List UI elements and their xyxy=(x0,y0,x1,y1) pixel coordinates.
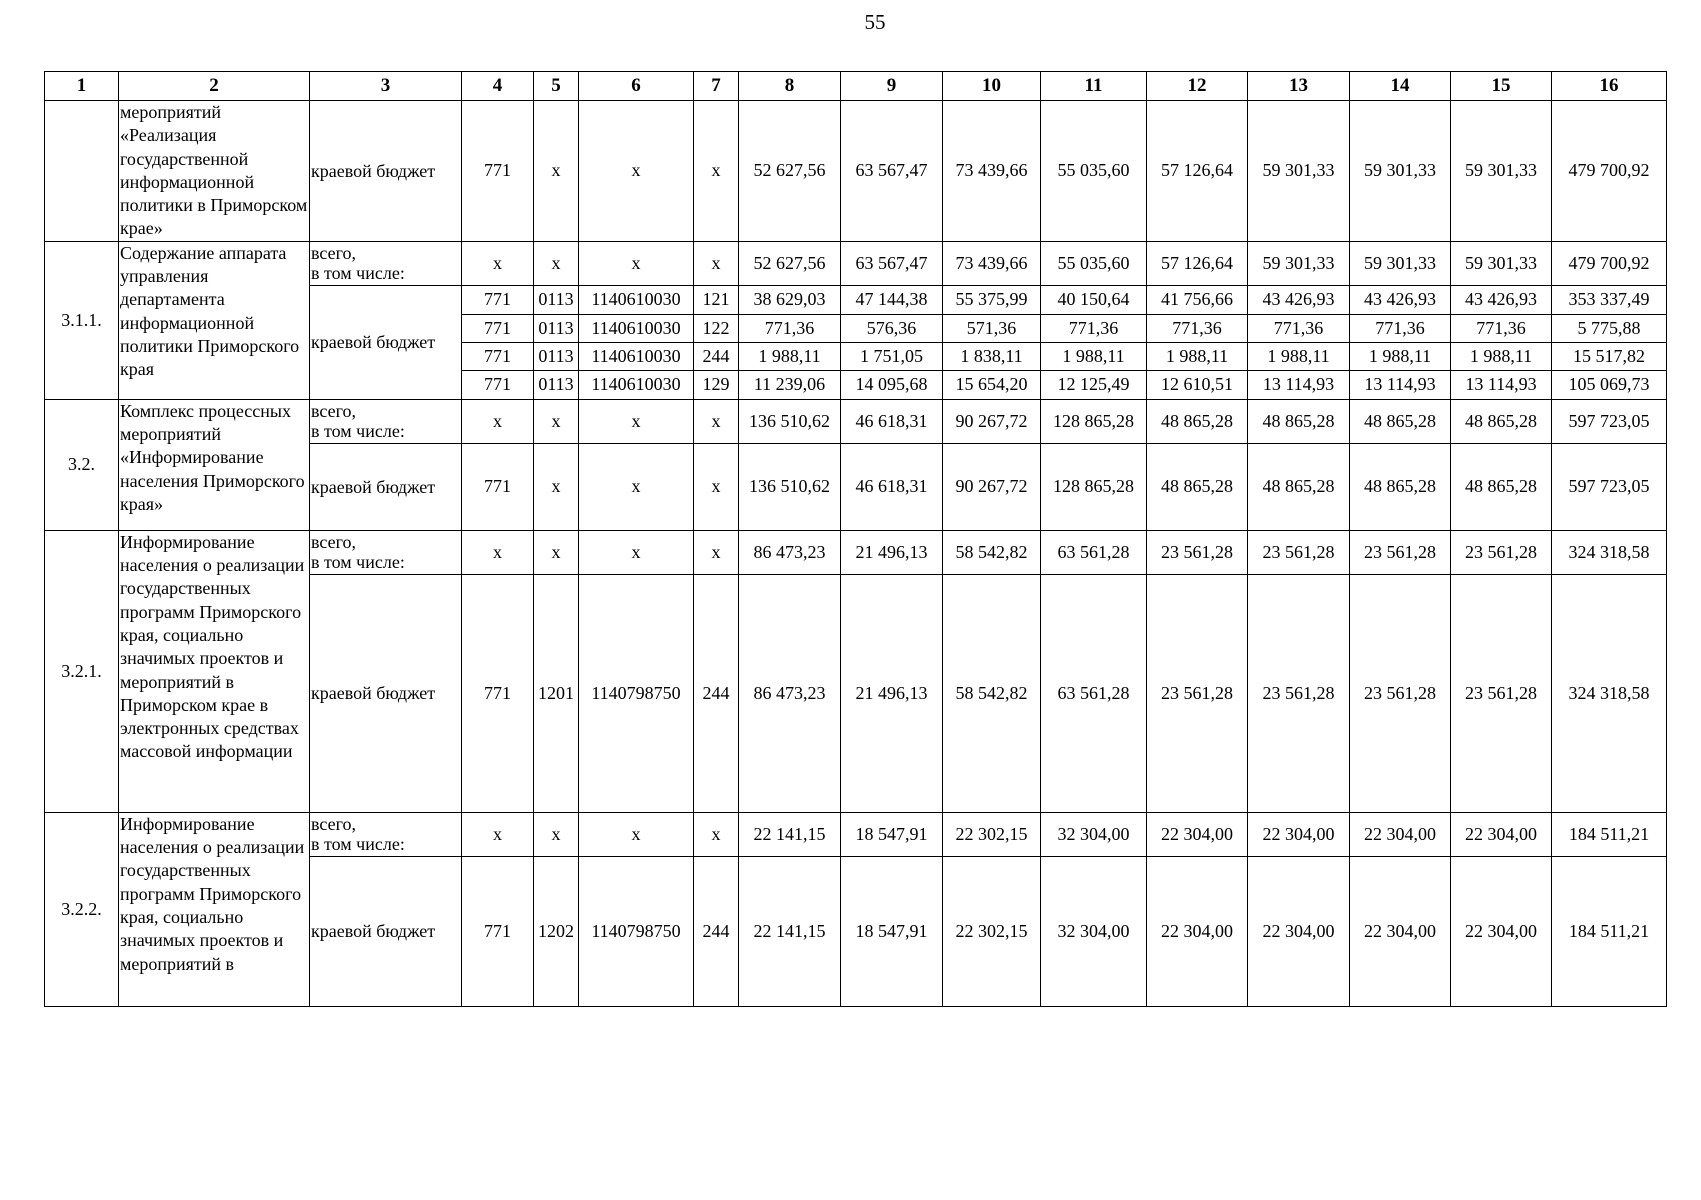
amount-cell: 22 304,00 xyxy=(1350,812,1451,856)
item-code: 3.1.1. xyxy=(45,241,119,399)
column-number: 14 xyxy=(1350,72,1451,101)
item-name: Информирование населения о реализации государственных программ Приморского края, социально значимых проектов и мероприятий в xyxy=(119,812,310,1006)
amount-cell: 23 561,28 xyxy=(1248,574,1350,812)
amount-cell: 41 756,66 xyxy=(1147,285,1248,314)
amount-cell: 576,36 xyxy=(841,314,943,342)
kbk-target: 1140610030 xyxy=(579,314,694,342)
amount-cell: 86 473,23 xyxy=(739,530,841,574)
amount-cell: 105 069,73 xyxy=(1552,370,1667,399)
amount-cell: 571,36 xyxy=(943,314,1041,342)
amount-cell: 353 337,49 xyxy=(1552,285,1667,314)
amount-cell: 18 547,91 xyxy=(841,856,943,1006)
amount-cell: 128 865,28 xyxy=(1041,399,1147,443)
amount-cell: 597 723,05 xyxy=(1552,443,1667,530)
kbk-section: х xyxy=(534,443,579,530)
amount-cell: 63 567,47 xyxy=(841,101,943,242)
amount-cell: 48 865,28 xyxy=(1451,399,1552,443)
header-row xyxy=(45,72,1667,101)
kbk-target: х xyxy=(579,101,694,242)
column-number: 13 xyxy=(1248,72,1350,101)
amount-cell: 13 114,93 xyxy=(1451,370,1552,399)
kbk-section: х xyxy=(534,812,579,856)
amount-cell: 23 561,28 xyxy=(1147,530,1248,574)
amount-cell: 59 301,33 xyxy=(1451,241,1552,285)
amount-cell: 22 304,00 xyxy=(1147,812,1248,856)
table-row xyxy=(45,241,1667,285)
kbk-expense-type: 122 xyxy=(694,314,739,342)
amount-cell: 38 629,03 xyxy=(739,285,841,314)
column-number: 16 xyxy=(1552,72,1667,101)
kbk-grbs: 771 xyxy=(462,574,534,812)
amount-cell: 128 865,28 xyxy=(1041,443,1147,530)
item-code: 3.2.1. xyxy=(45,530,119,812)
amount-cell: 22 304,00 xyxy=(1451,812,1552,856)
kbk-target: 1140610030 xyxy=(579,285,694,314)
amount-cell: 771,36 xyxy=(1350,314,1451,342)
column-number: 11 xyxy=(1041,72,1147,101)
kbk-grbs: 771 xyxy=(462,285,534,314)
funding-source: краевой бюджет xyxy=(310,443,462,530)
page-number: 55 xyxy=(864,10,886,34)
kbk-section: 1202 xyxy=(534,856,579,1006)
amount-cell: 43 426,93 xyxy=(1350,285,1451,314)
amount-cell: 5 775,88 xyxy=(1552,314,1667,342)
funding-source: краевой бюджет xyxy=(310,101,462,242)
amount-cell: 13 114,93 xyxy=(1350,370,1451,399)
amount-cell: 23 561,28 xyxy=(1248,530,1350,574)
column-number: 8 xyxy=(739,72,841,101)
amount-cell: 23 561,28 xyxy=(1147,574,1248,812)
kbk-grbs: х xyxy=(462,530,534,574)
amount-cell: 59 301,33 xyxy=(1248,241,1350,285)
column-number: 12 xyxy=(1147,72,1248,101)
column-number: 2 xyxy=(119,72,310,101)
amount-cell: 32 304,00 xyxy=(1041,856,1147,1006)
amount-cell: 771,36 xyxy=(1451,314,1552,342)
kbk-expense-type: х xyxy=(694,443,739,530)
table-row xyxy=(45,812,1667,856)
kbk-target: х xyxy=(579,399,694,443)
amount-cell: 22 302,15 xyxy=(943,856,1041,1006)
item-code xyxy=(45,101,119,242)
amount-cell: 52 627,56 xyxy=(739,101,841,242)
amount-cell: 57 126,64 xyxy=(1147,241,1248,285)
amount-cell: 22 141,15 xyxy=(739,812,841,856)
amount-cell: 324 318,58 xyxy=(1552,574,1667,812)
kbk-expense-type: х xyxy=(694,812,739,856)
amount-cell: 32 304,00 xyxy=(1041,812,1147,856)
column-number: 3 xyxy=(310,72,462,101)
amount-cell: 22 304,00 xyxy=(1147,856,1248,1006)
amount-cell: 90 267,72 xyxy=(943,399,1041,443)
amount-cell: 55 375,99 xyxy=(943,285,1041,314)
column-number: 7 xyxy=(694,72,739,101)
kbk-expense-type: х xyxy=(694,241,739,285)
amount-cell: 55 035,60 xyxy=(1041,101,1147,242)
amount-cell: 52 627,56 xyxy=(739,241,841,285)
amount-cell: 63 561,28 xyxy=(1041,574,1147,812)
kbk-expense-type: 244 xyxy=(694,856,739,1006)
kbk-grbs: х xyxy=(462,399,534,443)
amount-cell: 21 496,13 xyxy=(841,574,943,812)
amount-cell: 48 865,28 xyxy=(1451,443,1552,530)
amount-cell: 22 302,15 xyxy=(943,812,1041,856)
amount-cell: 59 301,33 xyxy=(1350,101,1451,242)
column-number: 5 xyxy=(534,72,579,101)
amount-cell: 40 150,64 xyxy=(1041,285,1147,314)
amount-cell: 1 988,11 xyxy=(1350,342,1451,370)
column-number: 15 xyxy=(1451,72,1552,101)
amount-cell: 1 988,11 xyxy=(1248,342,1350,370)
table-row xyxy=(45,399,1667,443)
item-name: Информирование населения о реализации государственных программ Приморского края, социально значимых проектов и мероприятий в Приморском крае в электронных средствах массовой информации xyxy=(119,530,310,812)
amount-cell: 771,36 xyxy=(1041,314,1147,342)
amount-cell: 15 654,20 xyxy=(943,370,1041,399)
funding-source: краевой бюджет xyxy=(310,856,462,1006)
kbk-grbs: 771 xyxy=(462,856,534,1006)
kbk-grbs: 771 xyxy=(462,342,534,370)
amount-cell: 86 473,23 xyxy=(739,574,841,812)
kbk-target: х xyxy=(579,443,694,530)
amount-cell: 13 114,93 xyxy=(1248,370,1350,399)
amount-cell: 22 141,15 xyxy=(739,856,841,1006)
amount-cell: 1 751,05 xyxy=(841,342,943,370)
amount-cell: 23 561,28 xyxy=(1350,530,1451,574)
item-name: мероприятий «Реализация государственной информационной политики в Приморском крае» xyxy=(119,101,310,242)
amount-cell: 73 439,66 xyxy=(943,241,1041,285)
amount-cell: 63 561,28 xyxy=(1041,530,1147,574)
amount-cell: 771,36 xyxy=(1248,314,1350,342)
column-number: 6 xyxy=(579,72,694,101)
amount-cell: 22 304,00 xyxy=(1451,856,1552,1006)
table-row xyxy=(45,530,1667,574)
amount-cell: 48 865,28 xyxy=(1147,443,1248,530)
kbk-expense-type: 244 xyxy=(694,342,739,370)
kbk-target: 1140610030 xyxy=(579,342,694,370)
kbk-target: 1140798750 xyxy=(579,856,694,1006)
amount-cell: 771,36 xyxy=(739,314,841,342)
kbk-section: 0113 xyxy=(534,342,579,370)
table-row xyxy=(45,101,1667,242)
amount-cell: 59 301,33 xyxy=(1248,101,1350,242)
amount-cell: 14 095,68 xyxy=(841,370,943,399)
amount-cell: 597 723,05 xyxy=(1552,399,1667,443)
amount-cell: 43 426,93 xyxy=(1451,285,1552,314)
amount-cell: 136 510,62 xyxy=(739,443,841,530)
kbk-section: х xyxy=(534,101,579,242)
kbk-expense-type: х xyxy=(694,399,739,443)
kbk-expense-type: 129 xyxy=(694,370,739,399)
kbk-grbs: 771 xyxy=(462,370,534,399)
kbk-section: х xyxy=(534,530,579,574)
amount-cell: 23 561,28 xyxy=(1350,574,1451,812)
budget-table xyxy=(44,71,1667,1007)
amount-cell: 479 700,92 xyxy=(1552,241,1667,285)
kbk-target: 1140610030 xyxy=(579,370,694,399)
amount-cell: 48 865,28 xyxy=(1147,399,1248,443)
kbk-target: 1140798750 xyxy=(579,574,694,812)
amount-cell: 46 618,31 xyxy=(841,443,943,530)
amount-cell: 184 511,21 xyxy=(1552,812,1667,856)
amount-cell: 479 700,92 xyxy=(1552,101,1667,242)
amount-cell: 43 426,93 xyxy=(1248,285,1350,314)
amount-cell: 1 988,11 xyxy=(1147,342,1248,370)
amount-cell: 55 035,60 xyxy=(1041,241,1147,285)
item-name: Содержание аппарата управления департамента информационной политики Приморского края xyxy=(119,241,310,399)
amount-cell: 73 439,66 xyxy=(943,101,1041,242)
amount-cell: 48 865,28 xyxy=(1350,443,1451,530)
kbk-target: х xyxy=(579,812,694,856)
amount-cell: 48 865,28 xyxy=(1248,399,1350,443)
kbk-grbs: 771 xyxy=(462,101,534,242)
amount-cell: 46 618,31 xyxy=(841,399,943,443)
kbk-section: 0113 xyxy=(534,285,579,314)
amount-cell: 63 567,47 xyxy=(841,241,943,285)
amount-cell: 184 511,21 xyxy=(1552,856,1667,1006)
amount-cell: 59 301,33 xyxy=(1350,241,1451,285)
amount-cell: 136 510,62 xyxy=(739,399,841,443)
amount-cell: 12 610,51 xyxy=(1147,370,1248,399)
amount-cell: 57 126,64 xyxy=(1147,101,1248,242)
amount-cell: 18 547,91 xyxy=(841,812,943,856)
kbk-grbs: х xyxy=(462,241,534,285)
amount-cell: 22 304,00 xyxy=(1350,856,1451,1006)
kbk-target: х xyxy=(579,241,694,285)
amount-cell: 324 318,58 xyxy=(1552,530,1667,574)
amount-cell: 47 144,38 xyxy=(841,285,943,314)
amount-cell: 12 125,49 xyxy=(1041,370,1147,399)
amount-cell: 15 517,82 xyxy=(1552,342,1667,370)
amount-cell: 58 542,82 xyxy=(943,530,1041,574)
funding-source: всего, в том числе: xyxy=(310,241,462,285)
amount-cell: 1 838,11 xyxy=(943,342,1041,370)
amount-cell: 1 988,11 xyxy=(739,342,841,370)
column-number: 10 xyxy=(943,72,1041,101)
amount-cell: 90 267,72 xyxy=(943,443,1041,530)
amount-cell: 48 865,28 xyxy=(1248,443,1350,530)
amount-cell: 771,36 xyxy=(1147,314,1248,342)
funding-source: всего, в том числе: xyxy=(310,530,462,574)
kbk-section: 0113 xyxy=(534,314,579,342)
amount-cell: 23 561,28 xyxy=(1451,530,1552,574)
kbk-grbs: 771 xyxy=(462,443,534,530)
amount-cell: 22 304,00 xyxy=(1248,812,1350,856)
amount-cell: 11 239,06 xyxy=(739,370,841,399)
amount-cell: 1 988,11 xyxy=(1451,342,1552,370)
kbk-grbs: х xyxy=(462,812,534,856)
kbk-expense-type: х xyxy=(694,530,739,574)
kbk-expense-type: 121 xyxy=(694,285,739,314)
column-number: 1 xyxy=(45,72,119,101)
amount-cell: 48 865,28 xyxy=(1350,399,1451,443)
column-number: 9 xyxy=(841,72,943,101)
funding-source: всего, в том числе: xyxy=(310,399,462,443)
amount-cell: 59 301,33 xyxy=(1451,101,1552,242)
kbk-grbs: 771 xyxy=(462,314,534,342)
amount-cell: 21 496,13 xyxy=(841,530,943,574)
kbk-section: х xyxy=(534,241,579,285)
amount-cell: 23 561,28 xyxy=(1451,574,1552,812)
kbk-section: 1201 xyxy=(534,574,579,812)
kbk-expense-type: 244 xyxy=(694,574,739,812)
amount-cell: 22 304,00 xyxy=(1248,856,1350,1006)
item-code: 3.2. xyxy=(45,399,119,530)
kbk-expense-type: х xyxy=(694,101,739,242)
item-name: Комплекс процессных мероприятий «Информирование населения Приморского края» xyxy=(119,399,310,530)
kbk-section: х xyxy=(534,399,579,443)
kbk-section: 0113 xyxy=(534,370,579,399)
amount-cell: 1 988,11 xyxy=(1041,342,1147,370)
item-code: 3.2.2. xyxy=(45,812,119,1006)
funding-source: всего, в том числе: xyxy=(310,812,462,856)
amount-cell: 58 542,82 xyxy=(943,574,1041,812)
kbk-target: х xyxy=(579,530,694,574)
column-number: 4 xyxy=(462,72,534,101)
funding-source: краевой бюджет xyxy=(310,574,462,812)
funding-source: краевой бюджет xyxy=(310,285,462,399)
